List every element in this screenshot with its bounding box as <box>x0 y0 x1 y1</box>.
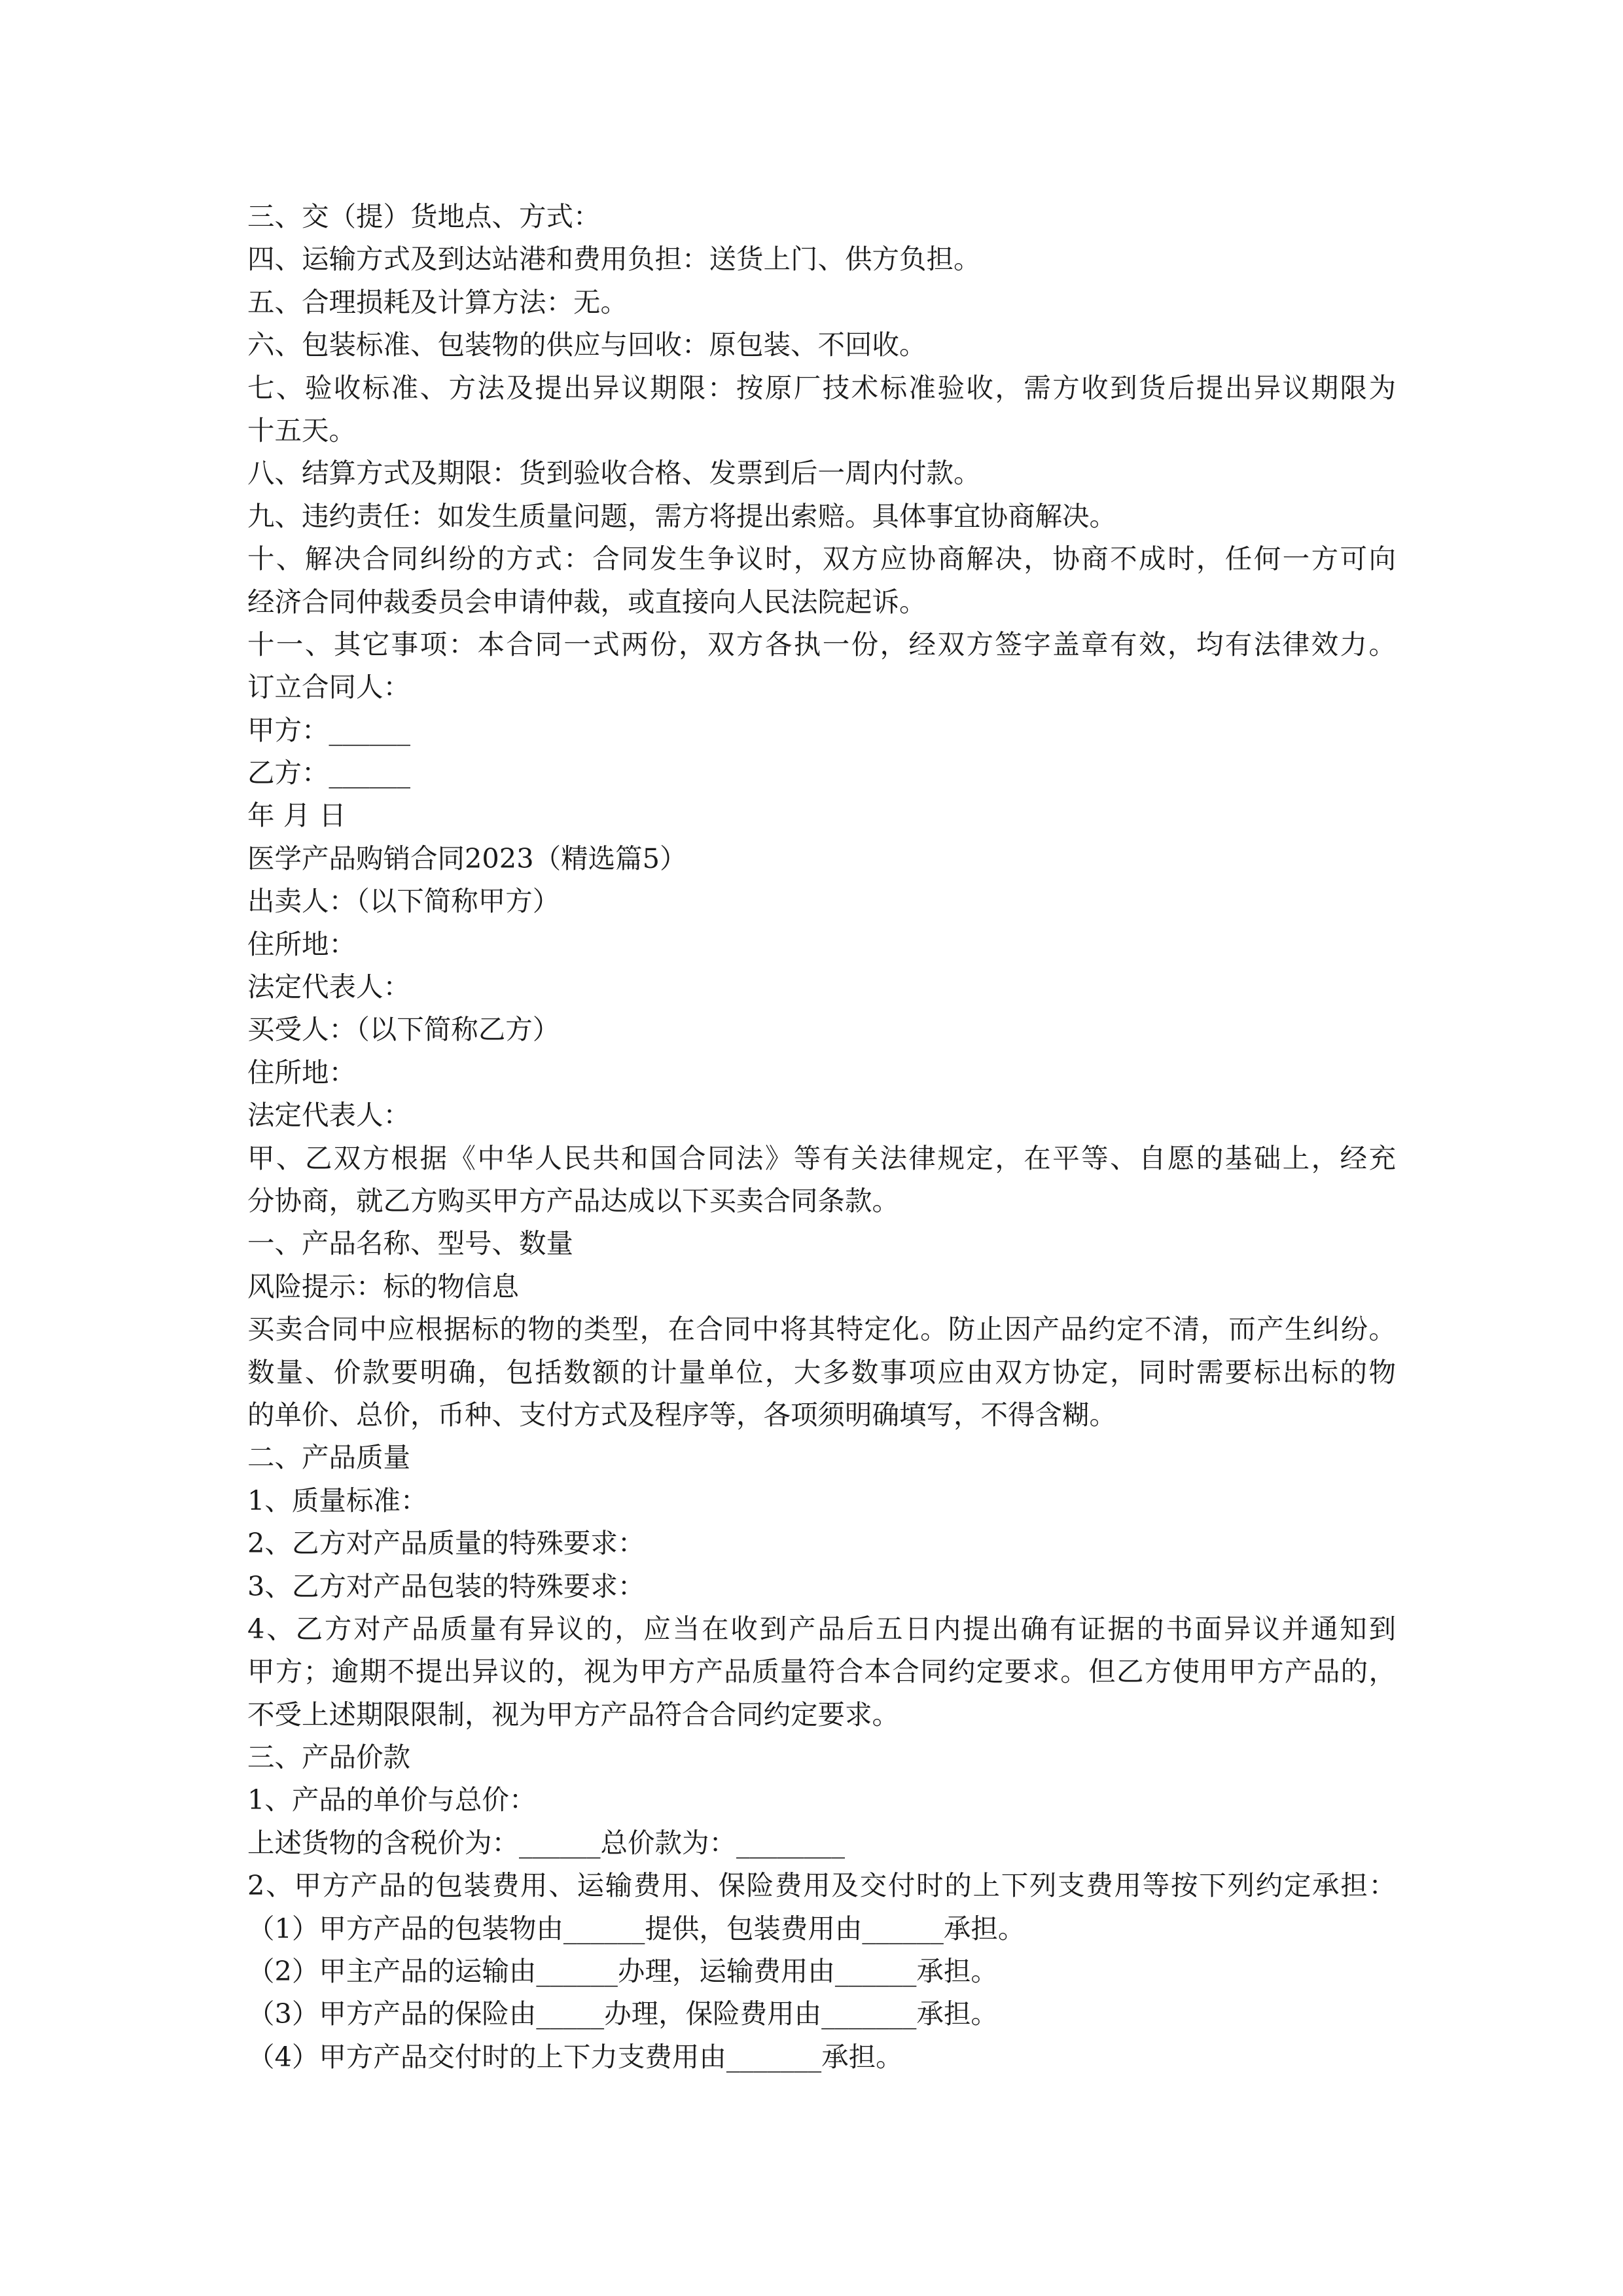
signature-line-party-a: 甲方：______ <box>247 713 411 746</box>
text-line: 七、验收标准、方法及提出异议期限：按原厂技术标准验收，需方收到货后提出异议期限为 <box>247 371 1396 404</box>
text-line: （4）甲方产品交付时的上下力支费用由_______承担。 <box>247 2040 903 2073</box>
document-body <box>247 195 1396 2078</box>
text-line: 上述货物的含税价为：______总价款为：________ <box>247 1826 846 1859</box>
text-line: 1、质量标准： <box>247 1484 428 1516</box>
text-line: 三、产品价款 <box>247 1741 411 1774</box>
text-line: 数量、价款要明确，包括数额的计量单位，大多数事项应由双方协定，同时需要标出标的物 <box>247 1355 1396 1388</box>
text-line: 十一、其它事项：本合同一式两份，双方各执一份，经双方签字盖章有效，均有法律效力。 <box>247 628 1396 660</box>
text-line: 经济合同仲裁委员会申请仲裁，或直接向人民法院起诉。 <box>247 585 927 618</box>
text-line: 十五天。 <box>247 414 357 446</box>
text-line: 住所地： <box>247 927 357 960</box>
text-line: 4、乙方对产品质量有异议的，应当在收到产品后五日内提出确有证据的书面异议并通知到 <box>247 1612 1396 1645</box>
text-line: 五、合理损耗及计算方法：无。 <box>247 285 628 318</box>
date-line: 年 月 日 <box>247 799 346 832</box>
text-line: 1、产品的单价与总价： <box>247 1784 537 1816</box>
text-line: 分协商，就乙方购买甲方产品达成以下买卖合同条款。 <box>247 1184 900 1217</box>
signature-line-party-b: 乙方：______ <box>247 757 411 789</box>
text-line: 不受上述期限限制，视为甲方产品符合合同约定要求。 <box>247 1698 900 1731</box>
text-line: （1）甲方产品的包装物由______提供，包装费用由______承担。 <box>247 1912 1026 1945</box>
text-line: 二、产品质量 <box>247 1441 411 1474</box>
text-line: （2）甲主产品的运输由______办理，运输费用由______承担。 <box>247 1955 998 1988</box>
text-line: 四、运输方式及到达站港和费用负担：送货上门、供方负担。 <box>247 243 981 276</box>
text-line: 2、甲方产品的包装费用、运输费用、保险费用及交付时的上下列支费用等按下列约定承担： <box>247 1869 1396 1902</box>
text-line: 出卖人：（以下简称甲方） <box>247 885 560 918</box>
text-line: 住所地： <box>247 1056 357 1088</box>
text-line: 八、结算方式及期限：货到验收合格、发票到后一周内付款。 <box>247 457 981 490</box>
text-line: 九、违约责任：如发生质量问题，需方将提出索赔。具体事宜协商解决。 <box>247 499 1117 532</box>
text-line: （3）甲方产品的保险由_____办理，保险费用由_______承担。 <box>247 1998 998 2030</box>
text-line: 买受人：（以下简称乙方） <box>247 1013 560 1046</box>
text-line: 甲、乙双方根据《中华人民共和国合同法》等有关法律规定，在平等、自愿的基础上，经充 <box>247 1141 1396 1174</box>
text-line: 甲方；逾期不提出异议的，视为甲方产品质量符合本合同约定要求。但乙方使用甲方产品的， <box>247 1655 1396 1688</box>
text-line: 六、包装标准、包装物的供应与回收：原包装、不回收。 <box>247 329 927 361</box>
text-line: 2、乙方对产品质量的特殊要求： <box>247 1527 645 1560</box>
section-title: 医学产品购销合同2023（精选篇5） <box>247 842 687 874</box>
text-line: 风险提示：标的物信息 <box>247 1270 520 1302</box>
text-line: 三、交（提）货地点、方式： <box>247 200 601 232</box>
text-line: 买卖合同中应根据标的物的类型，在合同中将其特定化。防止因产品约定不清，而产生纠纷。 <box>247 1313 1396 1346</box>
text-line: 一、产品名称、型号、数量 <box>247 1227 574 1260</box>
text-line: 的单价、总价，币种、支付方式及程序等，各项须明确填写，不得含糊。 <box>247 1398 1117 1431</box>
text-line: 法定代表人： <box>247 1099 411 1132</box>
text-line: 十、解决合同纠纷的方式：合同发生争议时，双方应协商解决，协商不成时，任何一方可向 <box>247 543 1396 575</box>
text-line: 订立合同人： <box>247 671 411 704</box>
text-line: 3、乙方对产品包装的特殊要求： <box>247 1570 645 1602</box>
text-line: 法定代表人： <box>247 971 411 1003</box>
